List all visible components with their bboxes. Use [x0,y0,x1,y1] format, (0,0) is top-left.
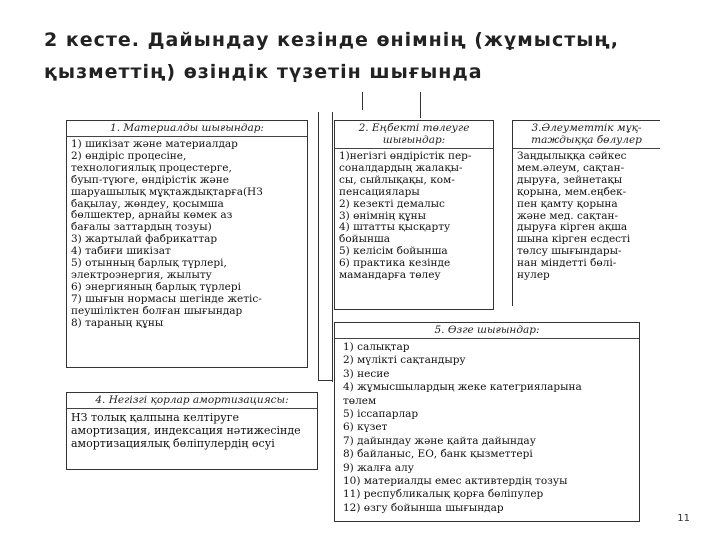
list-item: 9) жалға алу [343,461,414,474]
list-item: 4) штатты қысқарту [339,222,451,234]
connector-top-horizontal [362,92,363,110]
list-item: қорына, мем.еңбек- [517,186,627,198]
list-item: 8) тараның құны [71,317,164,329]
depreciation-heading: 4. Негізгі қорлар амортизациясы: [67,393,317,409]
connector-vertical-left [318,112,319,380]
materials-list [67,137,307,330]
list-item: 3) өнімнің құны [339,210,427,222]
other-costs-heading: 5. Өзге шығындар: [335,323,639,339]
materials-box [66,120,308,368]
labor-heading-line2: шығындар: [382,134,446,146]
depreciation-list [67,409,317,450]
list-item: 2) кезекті демалыс [339,198,445,210]
list-item: 2) мүлікті сақтандыру [343,354,466,367]
list-item: Заңдылыққа сәйкес [517,151,627,162]
depreciation-box [66,392,318,470]
other-costs-box [334,322,640,522]
list-item: пенсациялары [339,186,420,198]
list-item: 3) жартылай фабрикаттар [71,234,218,246]
list-item: пен қамту қорына [517,198,618,210]
slide-title: 2 кесте. Дайындау кезінде өнімнің (жұмыстың, қызметтің) өзіндік түзетін шығында [44,29,619,83]
list-item: 12) өзгу бойынша шығындар [343,501,504,514]
connector-lower-horizontal [318,380,332,381]
list-item: нулер [517,270,550,282]
list-item: амортизациялық бөліпулердің өсуі [71,437,275,450]
materials-heading: 1. Материалды шығындар: [67,121,307,137]
social-heading-line2: таждыққа бөлулер [531,134,642,146]
list-item: 11) республикалық қорға бөліпулер [343,488,544,501]
list-item: дыруға, зейнетақы [517,174,623,186]
page-number: 11 [677,513,690,524]
list-item: шаруашылық мұқтаждықтарға(НЗ [71,186,263,198]
list-item: бақылау, жөндеу, қосымша [71,198,224,210]
labor-box [334,120,494,310]
connector-top-right [420,92,421,118]
list-item: электроэнергия, жылыту [71,269,212,281]
list-item: соналдардың жалақы- [339,162,463,174]
list-item: нан міндетті бөлі- [517,258,617,270]
list-item: шына кірген есдесті [517,234,631,246]
other-costs-list [335,339,639,515]
connector-vertical-right [332,112,333,382]
labor-list [335,149,493,282]
social-box [512,120,660,306]
social-heading-line1: 3.Әлеуметтік мұқ- [531,122,642,134]
list-item: амортизация, индексация нәтижесінде [71,424,301,437]
list-item: технологиялық процестерге, [71,162,232,174]
list-item: төлсу шығындары- [517,246,622,258]
list-item: мем.әлеум, сақтан- [517,162,625,174]
list-item: 5) отынның барлық түрлері, [71,258,227,270]
list-item: дыруға кірген ақша [517,222,628,234]
social-heading [513,121,660,148]
list-item: 7) дайындау және қайта дайындау [343,434,536,447]
list-item: 1) шикізат және материалдар [71,139,238,150]
list-item: мамандарға төлеу [339,270,441,282]
list-item: 6) күзет [343,421,388,434]
list-item: 4) жұмысшылардың жеке категрияларына [343,381,582,394]
list-item: НЗ толық қалпына келтіруге [71,411,240,424]
list-item: төлем [343,394,377,407]
list-item: 5) келісім бойынша [339,246,448,258]
labor-heading-line1: 2. Еңбекті төлеуге [358,122,470,134]
list-item: 4) табиғи шикізат [71,246,171,258]
list-item: 10) материалды емес активтердің тозуы [343,475,568,488]
cost-structure-diagram [60,92,660,532]
list-item: 6) энергияның барлық түрлері [71,281,241,293]
list-item: 7) шығын нормасы шегінде жетіс- [71,293,262,305]
social-list [513,148,660,282]
list-item: және мед. сақтан- [517,210,619,222]
labor-heading [335,121,493,149]
list-item: пеушіліктен болған шығындар [71,305,243,317]
list-item: 5) іссапарлар [343,408,419,421]
list-item: 1)негізгі өндірістік пер- [339,151,472,162]
list-item: 2) өндіріс процесіне, [71,150,187,162]
list-item: сы, сыйлықақы, ком- [339,174,455,186]
list-item: 3) несие [343,367,390,380]
list-item: 8) байланыс, ЕО, банк қызметтері [343,448,533,461]
list-item: бойынша [339,234,391,246]
list-item: буып-түюге, өндірістік және [71,174,229,186]
list-item: бөлшектер, арнайы көмек аз [71,210,233,222]
list-item: 1) салықтар [343,341,410,353]
list-item: 6) практика кезінде [339,258,451,270]
list-item: бағалы заттардың тозуы) [71,222,212,234]
